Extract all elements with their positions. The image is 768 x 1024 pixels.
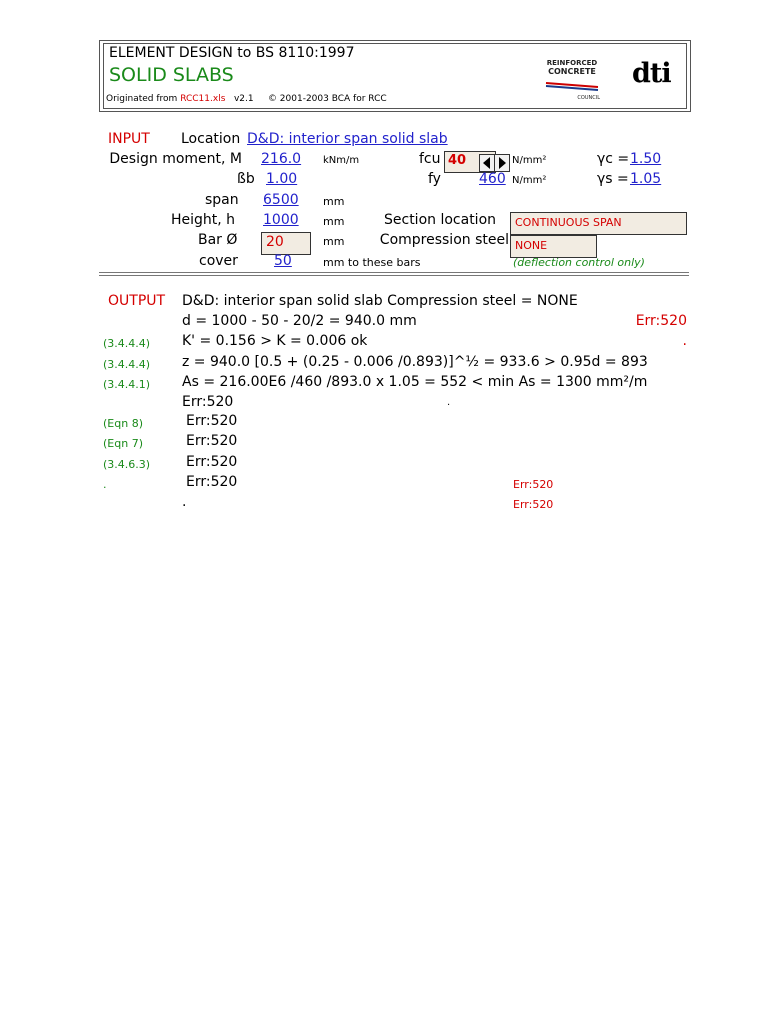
height-label: Height, h	[171, 212, 236, 228]
compression-steel-value: NONE	[515, 239, 548, 252]
bar-label: Bar Ø	[198, 232, 238, 248]
section-divider-bottom	[99, 275, 689, 276]
gamma-s-label: γs =	[597, 171, 629, 187]
output-line: Err:520	[186, 454, 238, 470]
height-value[interactable]: 1000	[263, 212, 299, 228]
output-reference: (Eqn 7)	[103, 437, 143, 450]
output-line: Err:520	[182, 394, 234, 410]
output-reference: (3.4.4.4)	[103, 337, 151, 350]
output-status: Err:520	[513, 498, 554, 511]
gamma-s-value[interactable]: 1.05	[630, 171, 662, 187]
compression-steel-label: Compression steel	[379, 232, 509, 248]
cover-value[interactable]: 50	[274, 253, 292, 269]
output-line: D&D: interior span solid slab Compression steel = NONE	[182, 293, 578, 309]
fcu-decrement-button[interactable]	[479, 154, 495, 172]
logo-rc-line3: COUNCIL	[577, 95, 600, 101]
dti-logo: dti	[632, 58, 671, 89]
output-mid-dot: .	[447, 397, 451, 408]
fcu-increment-button[interactable]	[494, 154, 510, 172]
output-line: Err:520	[186, 413, 238, 429]
logo-rc-line2: CONCRETE	[548, 67, 596, 76]
bar-unit: mm	[323, 235, 345, 248]
fcu-label: fcu	[419, 151, 441, 167]
span-value[interactable]: 6500	[263, 192, 299, 208]
span-label: span	[205, 192, 239, 208]
output-reference: (Eqn 8)	[103, 417, 143, 430]
output-status: Err:520	[635, 313, 687, 329]
beta-label: ßb	[237, 171, 255, 187]
bar-value: 20	[266, 234, 284, 250]
page-title: SOLID SLABS	[109, 64, 234, 86]
arrow-left-icon	[480, 155, 494, 171]
moment-value[interactable]: 216.0	[261, 151, 302, 167]
output-line: d = 1000 - 50 - 20/2 = 940.0 mm	[182, 313, 417, 329]
section-location-value: CONTINUOUS SPAN	[515, 216, 622, 229]
span-unit: mm	[323, 195, 345, 208]
rc-council-logo	[544, 59, 600, 101]
output-section-label: OUTPUT	[108, 293, 166, 309]
output-status: .	[682, 333, 687, 349]
gamma-c-value[interactable]: 1.50	[630, 151, 662, 167]
output-status: Err:520	[513, 478, 554, 491]
gamma-c-label: γc =	[597, 151, 630, 167]
input-section-label: INPUT	[108, 131, 150, 147]
location-label: Location	[181, 131, 241, 147]
output-line: K' = 0.156 > K = 0.006 ok	[182, 333, 368, 349]
output-reference: (3.4.6.3)	[103, 458, 151, 471]
originated-label: Originated from	[106, 94, 178, 104]
moment-unit: kNm/m	[323, 155, 360, 166]
version-label: v2.1	[233, 94, 254, 104]
logo-stripes-icon	[544, 81, 600, 91]
fy-label: fy	[428, 171, 441, 187]
output-reference: (3.4.4.1)	[103, 378, 151, 391]
cover-unit: mm to these bars	[323, 256, 421, 269]
output-line: z = 940.0 [0.5 + (0.25 - 0.006 /0.893)]^½ = 933.6 > 0.95d = 893	[182, 354, 648, 370]
moment-label: Design moment, M	[109, 151, 242, 167]
arrow-right-icon	[495, 155, 509, 171]
output-line: As = 216.00E6 /460 /893.0 x 1.05 = 552 < min As = 1300 mm²/m	[182, 374, 648, 390]
logo-rc-line1: REINFORCED	[546, 59, 598, 67]
location-value[interactable]: D&D: interior span solid slab	[247, 131, 448, 147]
fy-unit: N/mm²	[512, 175, 547, 186]
deflection-note: (deflection control only)	[513, 256, 645, 269]
section-divider-top	[99, 272, 689, 273]
fcu-value: 40	[448, 153, 467, 168]
output-reference: (3.4.4.4)	[103, 358, 151, 371]
output-reference: .	[103, 478, 107, 491]
fcu-unit: N/mm²	[512, 155, 547, 166]
originated-line	[106, 94, 387, 104]
section-location-label: Section location	[384, 212, 497, 228]
copyright-label: © 2001-2003 BCA for RCC	[267, 94, 387, 104]
height-unit: mm	[323, 215, 345, 228]
beta-value[interactable]: 1.00	[266, 171, 298, 187]
output-line: Err:520	[186, 474, 238, 490]
fy-value[interactable]: 460	[479, 171, 506, 187]
output-line: Err:520	[186, 433, 238, 449]
output-line: .	[182, 494, 187, 510]
cover-label: cover	[199, 253, 238, 269]
source-file: RCC11.xls	[180, 94, 226, 104]
header-standard: ELEMENT DESIGN to BS 8110:1997	[109, 45, 355, 61]
